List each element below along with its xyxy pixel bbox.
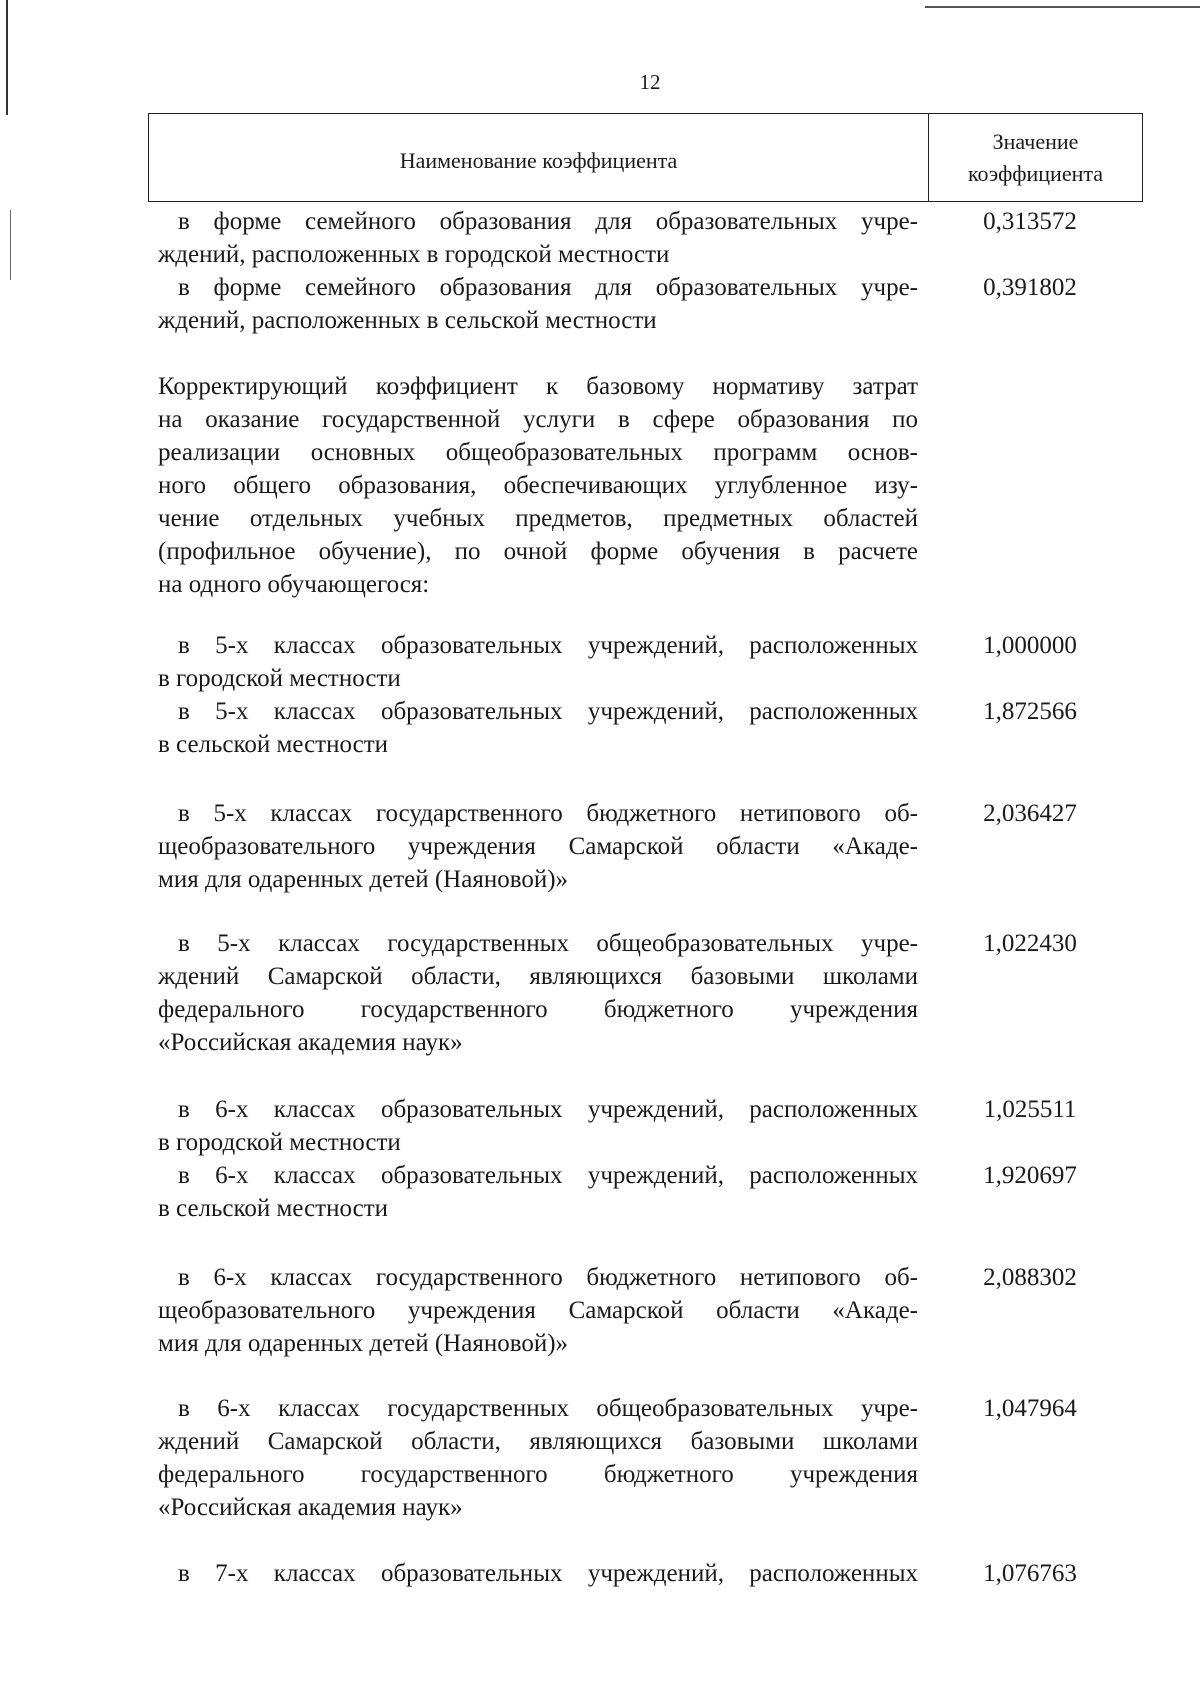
row-text-line: в 6-х классах образовательных учреждений, расположенных <box>178 1162 918 1189</box>
row-text-line: мия для одаренных детей (Наяновой)» <box>158 1330 569 1357</box>
row-text-line: «Российская академия наук» <box>158 1494 463 1521</box>
row-text-line: ждений, расположенных в сельской местности <box>158 307 657 334</box>
row-text-line: в 6-х классах государственных общеобразовательных учре- <box>178 1395 918 1422</box>
page-number: 12 <box>639 70 661 94</box>
scan-artifact-line <box>10 210 11 280</box>
intro-line: (профильное обучение), по очной форме обучения в расчете <box>158 538 918 565</box>
coefficient-value: 1,000000 <box>983 632 1077 659</box>
row-text-line: щеобразовательного учреждения Самарской области «Акаде- <box>158 1297 918 1324</box>
row-text-line: «Российская академия наук» <box>158 1029 463 1056</box>
row-text-line: федерального государственного бюджетного учреждения <box>158 1461 918 1488</box>
row-text-line: в 6-х классах государственного бюджетного нетипового об- <box>178 1264 918 1291</box>
row-text-line: в 5-х классах образовательных учреждений, расположенных <box>178 698 918 725</box>
section-intro <box>158 370 918 601</box>
row-text-line: в городской местности <box>158 1129 401 1156</box>
intro-line: чение отдельных учебных предметов, предметных областей <box>158 505 918 532</box>
row-text-line: в 5-х классах образовательных учреждений, расположенных <box>178 632 918 659</box>
row-text-line: федерального государственного бюджетного учреждения <box>158 996 918 1023</box>
scan-artifact-line <box>925 6 1200 8</box>
coefficient-row <box>158 695 918 761</box>
row-text-line: ждений Самарской области, являющихся базовыми школами <box>158 1428 918 1455</box>
row-text-line: в 5-х классах государственного бюджетного нетипового об- <box>178 800 918 827</box>
column-header-name: Наименование коэффициента <box>149 114 929 201</box>
coefficient-row <box>158 1093 918 1159</box>
coefficient-row <box>158 205 918 271</box>
row-text-line: мия для одаренных детей (Наяновой)» <box>158 866 569 893</box>
column-header-value-line2: коэффициента <box>967 160 1104 186</box>
column-header-value <box>929 114 1142 201</box>
coefficient-row <box>158 1261 918 1360</box>
table-header <box>148 113 1143 202</box>
row-text-line: ждений, расположенных в городской местности <box>158 241 670 268</box>
coefficient-row <box>158 629 918 695</box>
coefficient-value: 1,920697 <box>983 1162 1077 1189</box>
row-text-line: щеобразовательного учреждения Самарской области «Акаде- <box>158 833 918 860</box>
intro-line: реализации основных общеобразовательных программ основ- <box>158 439 918 466</box>
intro-line: на одного обучающегося: <box>158 571 430 598</box>
coefficient-row <box>158 797 918 896</box>
row-text-line: в 7-х классах образовательных учреждений, расположенных <box>178 1560 918 1587</box>
coefficient-row <box>158 927 918 1059</box>
coefficient-row <box>158 1392 918 1524</box>
column-header-value-line1: Значение <box>992 128 1079 154</box>
intro-line: ного общего образования, обеспечивающих углубленное изу- <box>158 472 918 499</box>
coefficient-value: 1,047964 <box>983 1395 1077 1422</box>
coefficient-value: 0,313572 <box>983 208 1077 235</box>
row-text-line: ждений Самарской области, являющихся базовыми школами <box>158 963 918 990</box>
coefficient-row <box>158 271 918 337</box>
intro-line: на оказание государственной услуги в сфере образования по <box>158 406 918 433</box>
coefficient-value: 2,036427 <box>983 800 1077 827</box>
row-text-line: в 6-х классах образовательных учреждений, расположенных <box>178 1096 918 1123</box>
intro-line: Корректирующий коэффициент к базовому нормативу затрат <box>158 373 918 400</box>
row-text-line: в форме семейного образования для образовательных учре- <box>178 208 918 235</box>
row-text-line: в форме семейного образования для образовательных учре- <box>178 274 918 301</box>
coefficient-value: 0,391802 <box>983 274 1077 301</box>
coefficient-value: 1,076763 <box>983 1560 1077 1587</box>
coefficient-value: 2,088302 <box>983 1264 1077 1291</box>
row-text-line: в сельской местности <box>158 1195 388 1222</box>
coefficient-row <box>158 1557 918 1590</box>
row-text-line: в сельской местности <box>158 731 388 758</box>
coefficient-row <box>158 1159 918 1225</box>
row-text-line: в 5-х классах государственных общеобразовательных учре- <box>178 930 918 957</box>
row-text-line: в городской местности <box>158 665 401 692</box>
coefficient-value: 1,022430 <box>983 930 1077 957</box>
coefficient-value: 1,872566 <box>983 698 1077 725</box>
coefficient-value: 1,025511 <box>983 1096 1077 1123</box>
scan-artifact-line <box>6 0 8 115</box>
